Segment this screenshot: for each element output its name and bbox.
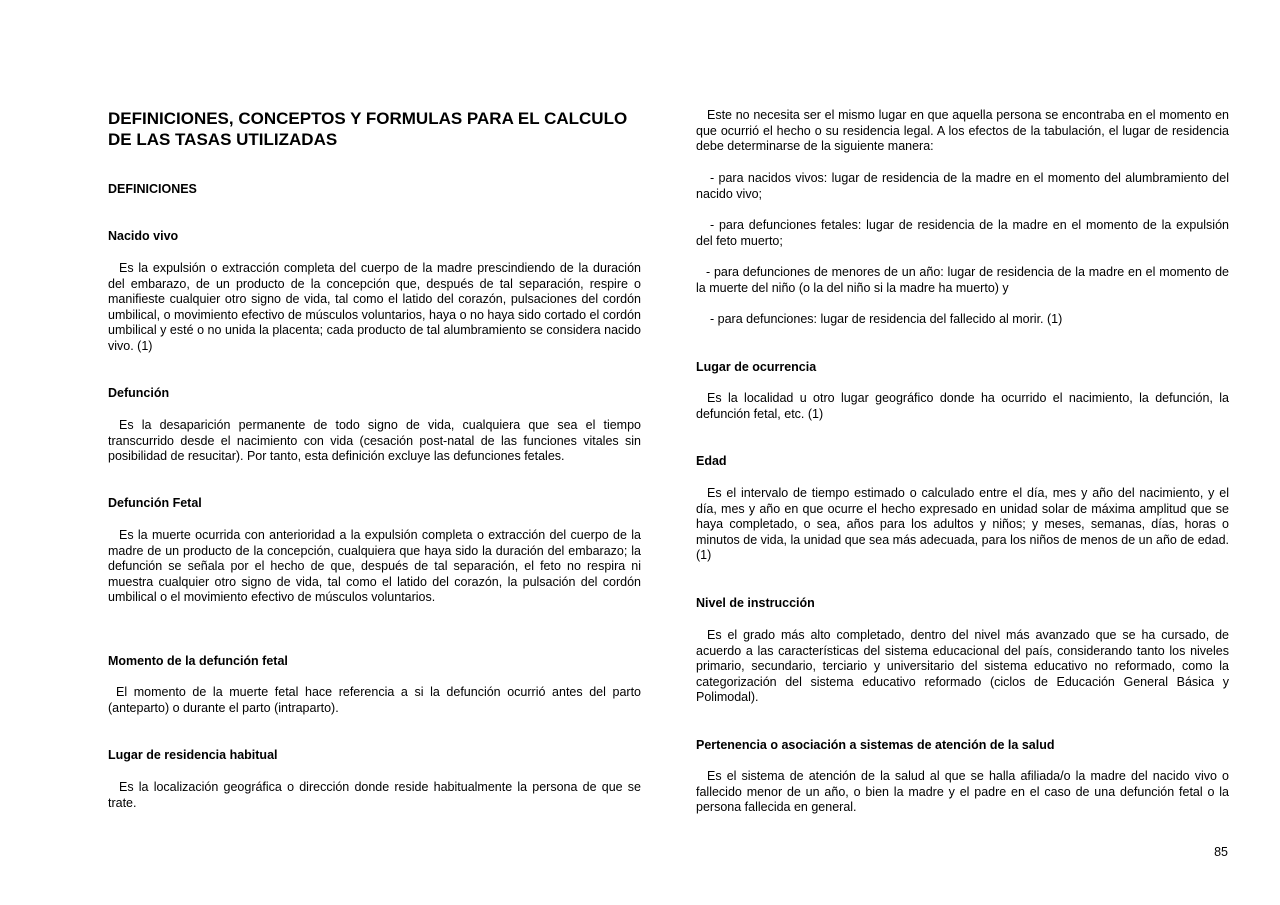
text-defuncion: Es la desaparición permanente de todo signo de vida, cualquiera que sea el tiempo transcurrido desde el nacimiento con vida (cesación post-natal de las funciones vitales sin posibilidad de resucitar). Por tanto, esta definición excluye las defunciones fetales. (108, 418, 641, 464)
list-item-defunciones-fetales: - para defunciones fetales: lugar de residencia de la madre en el momento de la expulsión del feto muerto; (696, 218, 1229, 248)
heading-lugar-ocurrencia: Lugar de ocurrencia (696, 360, 817, 374)
text-residencia-intro: Este no necesita ser el mismo lugar en que aquella persona se encontraba en el momento en que ocurrió el hecho o su residencia legal. A los efectos de la tabulación, el lugar de residencia debe determinarse de la siguiente manera: (696, 108, 1229, 154)
page-title: DEFINICIONES, CONCEPTOS Y FORMULAS PARA EL CALCULO DE LAS TASAS UTILIZADAS (108, 109, 628, 149)
heading-momento-defuncion-fetal: Momento de la defunción fetal (108, 654, 288, 668)
list-item-defunciones: - para defunciones: lugar de residencia del fallecido al morir. (1) (710, 312, 1063, 326)
heading-nacido-vivo: Nacido vivo (108, 229, 179, 243)
heading-lugar-residencia: Lugar de residencia habitual (108, 748, 278, 762)
heading-defuncion: Defunción (108, 386, 170, 400)
text-momento-defuncion-fetal: El momento de la muerte fetal hace referencia a si la defunción ocurrió antes del parto (anteparto) o durante el parto (intraparto). (108, 685, 641, 715)
text-lugar-ocurrencia: Es la localidad u otro lugar geográfico donde ha ocurrido el nacimiento, la defunción, la defunción fetal, etc. (1) (696, 391, 1229, 421)
list-item-menores-un-ano: - para defunciones de menores de un año: lugar de residencia de la madre en el momento de la muerte del niño (o la del niño si la madre ha muerto) y (696, 265, 1229, 295)
page-number: 85 (1214, 845, 1228, 859)
text-defuncion-fetal: Es la muerte ocurrida con anterioridad a la expulsión completa o extracción del cuerpo de la madre de un producto de la concepción, cualquiera que haya sido la duración del embarazo; la defunción se señala por el hecho de que, después de tal separación, el feto no respira ni muestra cualquier otro signo de vida, tal como el latido del corazón, la pulsación del cordón umbilical o el movimiento efectivo de músculos voluntarios. (108, 528, 641, 605)
section-label-definiciones: DEFINICIONES (108, 182, 197, 196)
text-nacido-vivo: Es la expulsión o extracción completa del cuerpo de la madre prescindiendo de la duración del embarazo, de un producto de la concepción que, después de tal separación, respire o manifieste cualquier otro signo de vida, tal como el latido del corazón, pulsaciones del cordón umbilical, o movimiento efectivo de músculos voluntarios, haya o no haya sido cortado el cordón umbilical y esté o no unida la placenta; cada producto de tal alumbramiento se considera nacido vivo. (1) (108, 261, 641, 353)
heading-nivel-instruccion: Nivel de instrucción (696, 596, 815, 610)
list-item-nacidos-vivos: - para nacidos vivos: lugar de residencia de la madre en el momento del alumbramiento del nacido vivo; (696, 171, 1229, 201)
text-edad: Es el intervalo de tiempo estimado o calculado entre el día, mes y año del nacimiento, y el día, mes y año en que ocurre el hecho expresado en unidad solar de máxima amplitud que se haya completado, o sea, años para los adultos y niños; y meses, semanas, días, horas o minutos de vida, la unidad que sea más adecuada, para los niños de menos de un año de edad.(1) (696, 486, 1230, 563)
heading-defuncion-fetal: Defunción Fetal (108, 496, 202, 510)
heading-edad: Edad (696, 454, 727, 468)
text-nivel-instruccion: Es el grado más alto completado, dentro del nivel más avanzado que se ha cursado, de acuerdo a las características del sistema educacional del país, considerando tanto los niveles primario, secundario, terciario y universitario del sistema educativo no reformado, como la categorización del sistema educativo reformado (ciclos de Educación General Básica y Polimodal). (696, 628, 1229, 705)
text-pertenencia: Es el sistema de atención de la salud al que se halla afiliada/o la madre del nacido vivo o fallecido menor de un año, o bien la madre y el padre en el caso de una defunción fetal o la persona fallecida en general. (696, 769, 1229, 815)
heading-pertenencia: Pertenencia o asociación a sistemas de atención de la salud (696, 738, 1055, 752)
text-lugar-residencia: Es la localización geográfica o dirección donde reside habitualmente la persona de que se trate. (108, 780, 641, 810)
